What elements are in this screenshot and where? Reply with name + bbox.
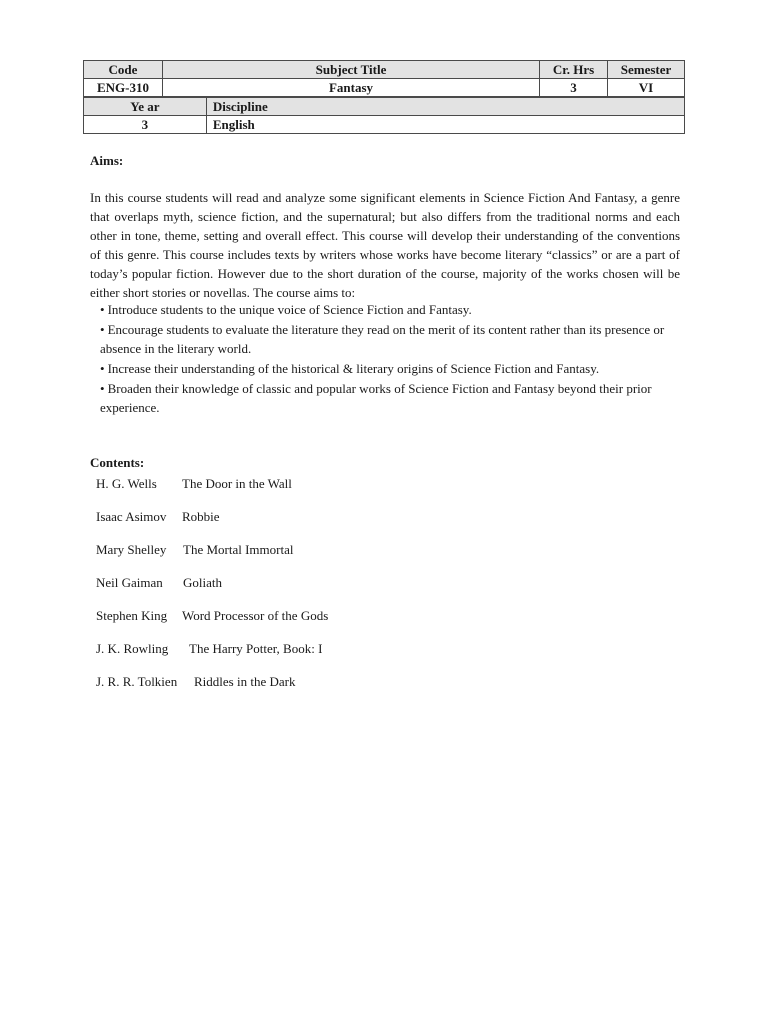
discipline-value: English <box>206 116 684 134</box>
aim-text-1: Introduce students to the unique voice of Science Fiction and Fantasy. <box>107 302 472 317</box>
subject-header-row <box>84 61 685 79</box>
subject-title-header: Subject Title <box>162 61 539 79</box>
work-title: Goliath <box>183 575 222 590</box>
aim-text-3: Increase their understanding of the historical & literary origins of Science Fiction and Fantasy. <box>107 361 600 376</box>
discipline-header: Discipline <box>206 98 684 116</box>
aims-list <box>100 300 680 418</box>
discipline-value-row <box>84 116 685 134</box>
list-item <box>96 541 596 574</box>
list-item <box>96 673 596 706</box>
discipline-header-row <box>84 98 685 116</box>
work-title: The Harry Potter, Book: I <box>189 641 323 656</box>
work-title: Riddles in the Dark <box>194 674 296 689</box>
author: J. R. R. Tolkien <box>96 674 178 689</box>
contents-heading: Contents: <box>90 455 145 470</box>
discipline-table <box>83 97 685 134</box>
list-item <box>96 508 596 541</box>
contents-list <box>96 475 596 706</box>
author: H. G. Wells <box>96 476 157 491</box>
aim-text-2: Encourage students to evaluate the literature they read on the merit of its content rather than its presence or absence in the literary world. <box>100 322 665 356</box>
subject-value-row <box>84 79 685 97</box>
subject-title: Fantasy <box>162 79 539 97</box>
aims-paragraph: In this course students will read and analyze some significant elements in Science Fiction And Fantasy, a genre that overlaps myth, science fiction, and the supernatural; but also differs from the traditional norms and each other in tone, theme, setting and overall effect. This course will develop their understanding of the conventions of this genre. This course includes texts by writers whose works have become literary “classics” or are a part of today’s popular fiction. However due to the short duration of the course, majority of the works chosen will be either short stories or novellas. The course aims to: <box>90 190 680 300</box>
aims-list-item: • Introduce students to the unique voice of Science Fiction and Fantasy. <box>100 302 472 317</box>
course-code: ENG-310 <box>84 79 163 97</box>
year-value: 3 <box>84 116 207 134</box>
list-item <box>96 607 596 640</box>
semester-header: Semester <box>608 61 685 79</box>
aims-list-item: • Broaden their knowledge of classic and popular works of Science Fiction and Fantasy beyond their prior experience. <box>100 381 652 415</box>
work-title: The Mortal Immortal <box>183 542 294 557</box>
aims-list-item: • Increase their understanding of the historical & literary origins of Science Fiction and Fantasy. <box>100 361 600 376</box>
credit-hours-header: Cr. Hrs <box>540 61 608 79</box>
author: Stephen King <box>96 608 168 623</box>
list-item <box>96 574 596 607</box>
semester: VI <box>608 79 685 97</box>
aims-list-item: • Encourage students to evaluate the literature they read on the merit of its content rather than its presence or absence in the literary world. <box>100 322 665 356</box>
subject-table <box>83 60 685 97</box>
work-title: Robbie <box>182 509 220 524</box>
credit-hours: 3 <box>540 79 608 97</box>
work-title: The Door in the Wall <box>182 476 292 491</box>
list-item <box>96 640 596 673</box>
author: Neil Gaiman <box>96 575 163 590</box>
code-header: Code <box>84 61 163 79</box>
list-item <box>96 475 596 508</box>
aims-heading: Aims: <box>90 153 124 168</box>
work-title: Word Processor of the Gods <box>182 608 329 623</box>
author: Mary Shelley <box>96 542 167 557</box>
author: Isaac Asimov <box>96 509 167 524</box>
aim-text-4: Broaden their knowledge of classic and popular works of Science Fiction and Fantasy beyond their prior experience. <box>100 381 652 415</box>
year-header: Ye ar <box>84 98 207 116</box>
author: J. K. Rowling <box>96 641 169 656</box>
